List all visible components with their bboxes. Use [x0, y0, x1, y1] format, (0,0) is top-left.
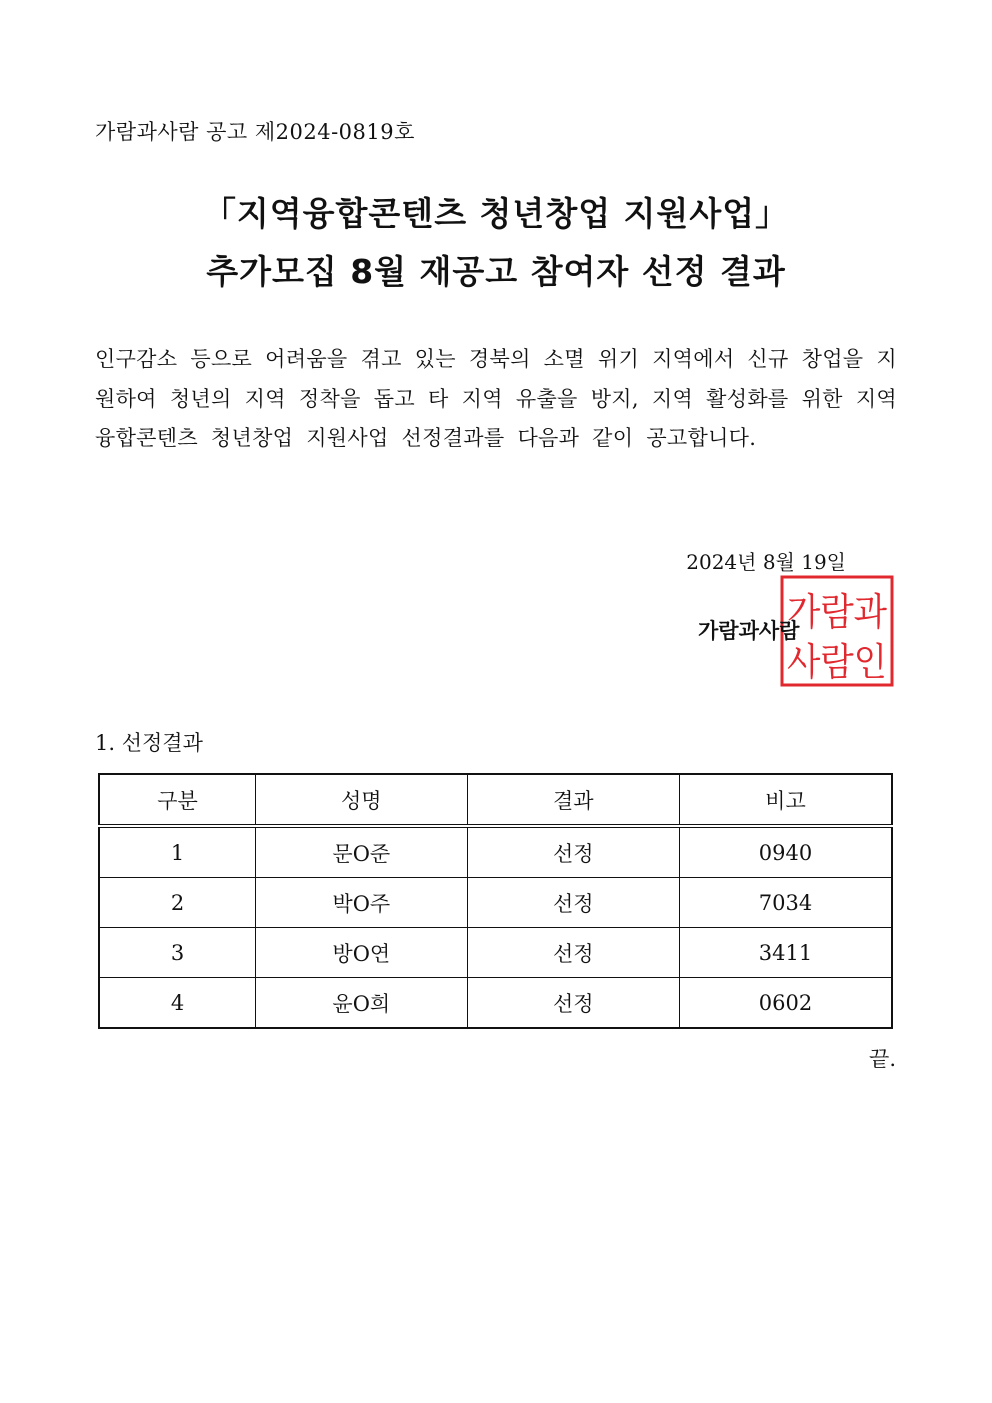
cell-note: 0602 [679, 978, 892, 1029]
cell-name: 방O연 [256, 928, 467, 978]
section-title: 1. 선정결과 [95, 731, 203, 755]
end-mark: 끝. [869, 1047, 896, 1071]
table-row [99, 928, 892, 978]
document-title-line-2: 추가모집 8월 재공고 참여자 선정 결과 [206, 252, 786, 291]
header-result: 결과 [467, 774, 679, 826]
seal-text-line-1: 가람과 [787, 590, 888, 634]
cell-name: 박O주 [256, 878, 467, 928]
table-row [99, 978, 892, 1029]
cell-result: 선정 [467, 978, 679, 1029]
cell-result: 선정 [467, 878, 679, 928]
cell-note: 0940 [679, 826, 892, 878]
cell-name: 문O준 [256, 826, 467, 878]
announcement-date: 2024년 8월 19일 [686, 550, 846, 574]
selection-result-table [98, 773, 893, 1029]
cell-note: 7034 [679, 878, 892, 928]
header-name: 성명 [256, 774, 467, 826]
cell-name: 윤O희 [256, 978, 467, 1029]
header-note: 비고 [679, 774, 892, 826]
cell-result: 선정 [467, 928, 679, 978]
organization-name: 가람과사람 [698, 618, 800, 643]
table-row [99, 878, 892, 928]
cell-result: 선정 [467, 826, 679, 878]
cell-category: 2 [99, 878, 256, 928]
header-category: 구분 [99, 774, 256, 826]
table-row [99, 826, 892, 878]
table-header-row [99, 774, 892, 826]
notice-number: 가람과사람 공고 제2024-0819호 [95, 120, 415, 144]
cell-category: 3 [99, 928, 256, 978]
cell-category: 1 [99, 826, 256, 878]
cell-note: 3411 [679, 928, 892, 978]
body-paragraph: 인구감소 등으로 어려움을 겪고 있는 경북의 소멸 위기 지역에서 신규 창업을 지원하여 청년의 지역 정착을 돕고 타 지역 유출을 방지, 지역 활성화를 위한 지역융합콘텐츠 청년창업 지원사업 선정결과를 다음과 같이 공고합니다. [95, 347, 897, 450]
cell-category: 4 [99, 978, 256, 1029]
seal-text-line-2: 사람인 [787, 640, 887, 684]
document-title-line-1: 「지역융합콘텐츠 청년창업 지원사업」 [202, 194, 790, 233]
